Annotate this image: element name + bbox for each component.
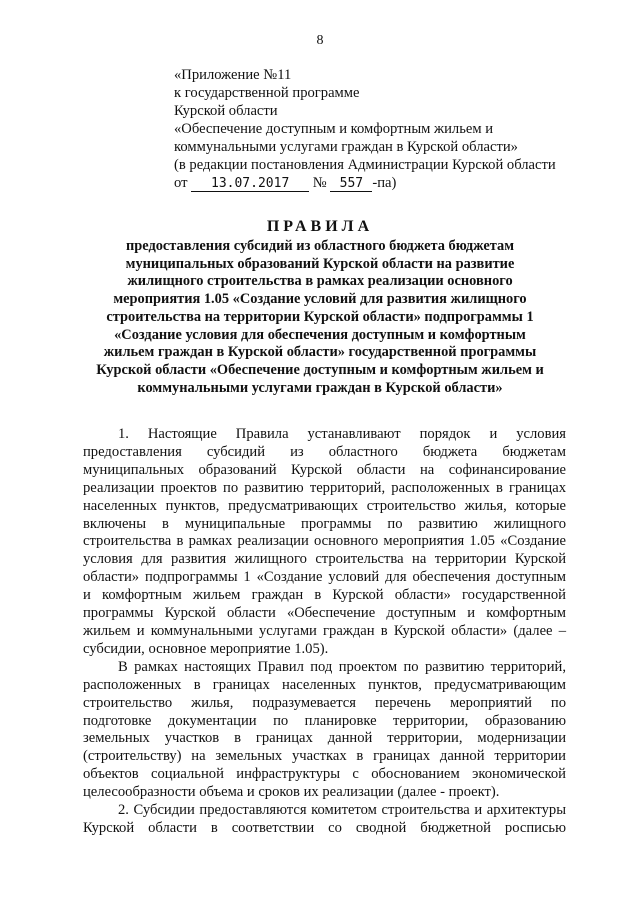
paragraph-line: расположенных в границах населенных пунктов, предусматривающим <box>83 676 566 693</box>
paragraph-line: подготовке документации по планировке территории, образованию <box>83 712 566 729</box>
appendix-line: «Обеспечение доступным и комфортным жильем и <box>174 121 494 137</box>
appendix-header <box>174 66 556 192</box>
paragraph-line: целесообразности объема и сроков их реализации (далее - проект). <box>83 784 500 801</box>
appendix-line: Курской области <box>174 103 278 119</box>
paragraph-1 <box>83 426 566 659</box>
paragraph-line: жильем и коммунальными услугами граждан в Курской области» (далее – <box>83 622 566 639</box>
paragraph-line: строительство жилья, подразумевается перечень мероприятий по <box>83 694 566 711</box>
subtitle-line: жильем граждан в Курской области» государственной программы <box>103 344 537 361</box>
appendix-line: (в редакции постановления Администрации Курской области <box>174 157 556 173</box>
paragraph-line: реализации проектов по развитию территорий, расположенных в границах <box>83 479 566 496</box>
paragraph-line: Курской области в соответствии со сводной бюджетной росписью <box>83 819 566 836</box>
paragraph-line: населенных пунктов, предусматривающих строительство жилья, которые <box>83 497 566 514</box>
paragraph-2 <box>83 659 566 802</box>
subtitle-line: Курской области «Обеспечение доступным и комфортным жильем и <box>96 361 544 378</box>
decree-number: 557 <box>330 177 372 192</box>
subtitle-line: жилищного строительства в рамках реализации основного <box>127 273 513 290</box>
appendix-line: к государственной программе <box>174 85 360 101</box>
paragraph-line: субсидии, основное мероприятие 1.05). <box>83 640 329 657</box>
paragraph-line: муниципальных образований Курской области на софинансирование <box>83 461 566 478</box>
date-prefix: от <box>174 175 188 191</box>
appendix-date-line <box>174 174 556 192</box>
paragraph-line: строительства в рамках реализации основного мероприятия 1.05 «Создание <box>83 533 566 550</box>
paragraph-line: 1. Настоящие Правила устанавливают порядок и условия <box>118 426 566 442</box>
number-suffix: -па) <box>372 175 397 191</box>
paragraph-line: программы Курской области «Обеспечение доступным и комфортным <box>83 605 566 622</box>
appendix-line: «Приложение №11 <box>174 67 292 83</box>
appendix-line: коммунальными услугами граждан в Курской области» <box>174 139 518 155</box>
paragraph-line: объектов социальной инфраструктуры с обоснованием экономической <box>83 766 566 783</box>
paragraph-line: В рамках настоящих Правил под проектом по развитию территорий, <box>118 658 566 675</box>
paragraph-line: условия для развития жилищного строительства на территории Курской <box>83 551 566 568</box>
page-number: 8 <box>316 33 324 48</box>
paragraph-line: включены в муниципальные программы по развитию жилищного <box>83 515 566 532</box>
paragraph-line: 2. Субсидии предоставляются комитетом строительства и архитектуры <box>118 802 566 819</box>
document-title: ПРАВИЛА <box>266 218 374 235</box>
paragraph-line: земельных участков в границах данной территории, модернизации <box>83 730 566 747</box>
paragraph-line: и комфортным жильем граждан в Курской области» государственной <box>83 587 566 604</box>
paragraph-3 <box>83 802 566 838</box>
document-subtitle <box>70 238 570 397</box>
paragraph-line: предоставления субсидий из областного бюджета бюджетам <box>83 443 566 460</box>
subtitle-line: предоставления субсидий из областного бюджета бюджетам <box>125 238 515 254</box>
paragraph-line: области» подпрограммы 1 «Создание условий для обеспечения доступным <box>83 569 566 586</box>
subtitle-line: муниципальных образований Курской области на развитие <box>125 255 515 272</box>
decree-date: 13.07.2017 <box>191 177 309 192</box>
document-body <box>83 426 566 838</box>
subtitle-line: мероприятия 1.05 «Создание условий для развития жилищного <box>113 291 527 308</box>
subtitle-line: коммунальными услугами граждан в Курской области» <box>137 379 503 396</box>
subtitle-line: строительства на территории Курской области» подпрограммы 1 <box>106 308 534 325</box>
subtitle-line: «Создание условия для обеспечения доступным и комфортным <box>114 326 526 343</box>
number-sign: № <box>312 175 327 191</box>
paragraph-line: (строительству) на земельных участках в границах данной территории <box>83 748 566 765</box>
